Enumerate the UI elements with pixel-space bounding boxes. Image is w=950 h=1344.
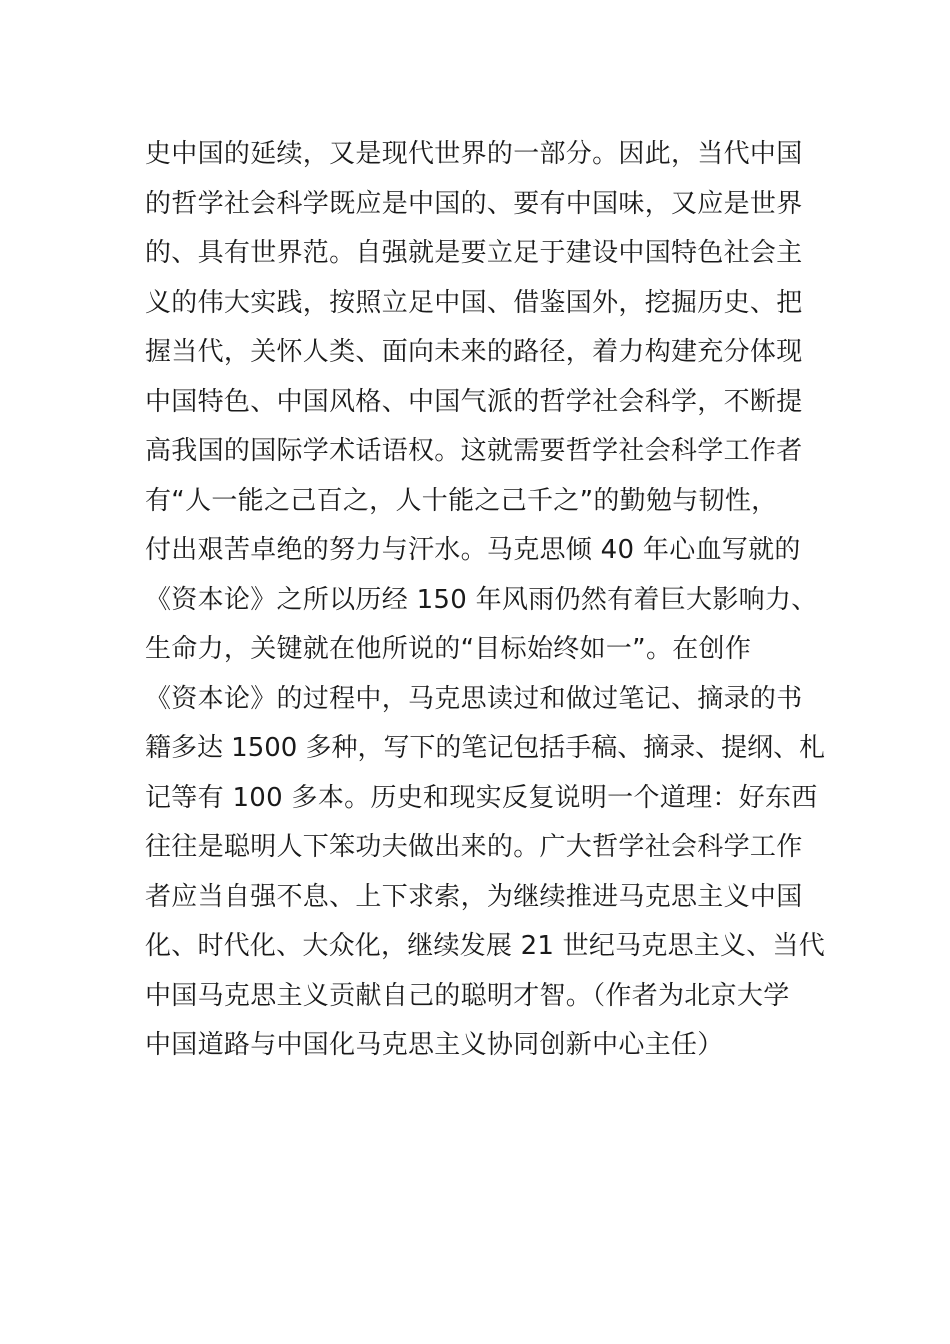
text-line: 有“人一能之己百之，人十能之己千之”的勤勉与韧性， — [145, 485, 778, 516]
text-line: 义的伟大实践，按照立足中国、借鉴国外，挖掘历史、把 — [145, 287, 803, 318]
body-paragraph — [145, 130, 825, 1071]
text-line: 化、时代化、大众化，继续发展 21 世纪马克思主义、当代 — [145, 931, 825, 961]
text-line: 中国道路与中国化马克思主义协同创新中心主任） — [145, 1030, 724, 1060]
text-line: 付出艰苦卓绝的努力与汗水。马克思倾 40 年心血写就的 — [145, 535, 801, 565]
text-line: 的哲学社会科学既应是中国的、要有中国味，又应是世界 — [145, 188, 803, 219]
text-line: 中国马克思主义贡献自己的聪明才智。（作者为北京大学 — [145, 980, 790, 1011]
text-line: 往往是聪明人下笨功夫做出来的。广大哲学社会科学工作 — [145, 832, 803, 862]
text-line: 握当代，关怀人类、面向未来的路径，着力构建充分体现 — [145, 337, 803, 367]
text-line: 高我国的国际学术话语权。这就需要哲学社会科学工作者 — [145, 436, 803, 466]
text-line: 史中国的延续，又是现代世界的一部分。因此，当代中国 — [145, 139, 803, 169]
text-line: 记等有 100 多本。历史和现实反复说明一个道理：好东西 — [145, 782, 818, 813]
text-line: 《资本论》的过程中，马克思读过和做过笔记、摘录的书 — [145, 683, 803, 714]
text-line: 者应当自强不息、上下求索，为继续推进马克思主义中国 — [145, 881, 803, 912]
text-line: 中国特色、中国风格、中国气派的哲学社会科学，不断提 — [145, 386, 803, 417]
text-line: 生命力，关键就在他所说的“目标始终如一”。在创作 — [145, 634, 752, 664]
text-line: 籍多达 1500 多种，写下的笔记包括手稿、摘录、提纲、札 — [145, 733, 826, 763]
text-line: 《资本论》之所以历经 150 年风雨仍然有着巨大影响力、 — [145, 584, 818, 615]
text-line: 的、具有世界范。自强就是要立足于建设中国特色社会主 — [145, 238, 803, 268]
